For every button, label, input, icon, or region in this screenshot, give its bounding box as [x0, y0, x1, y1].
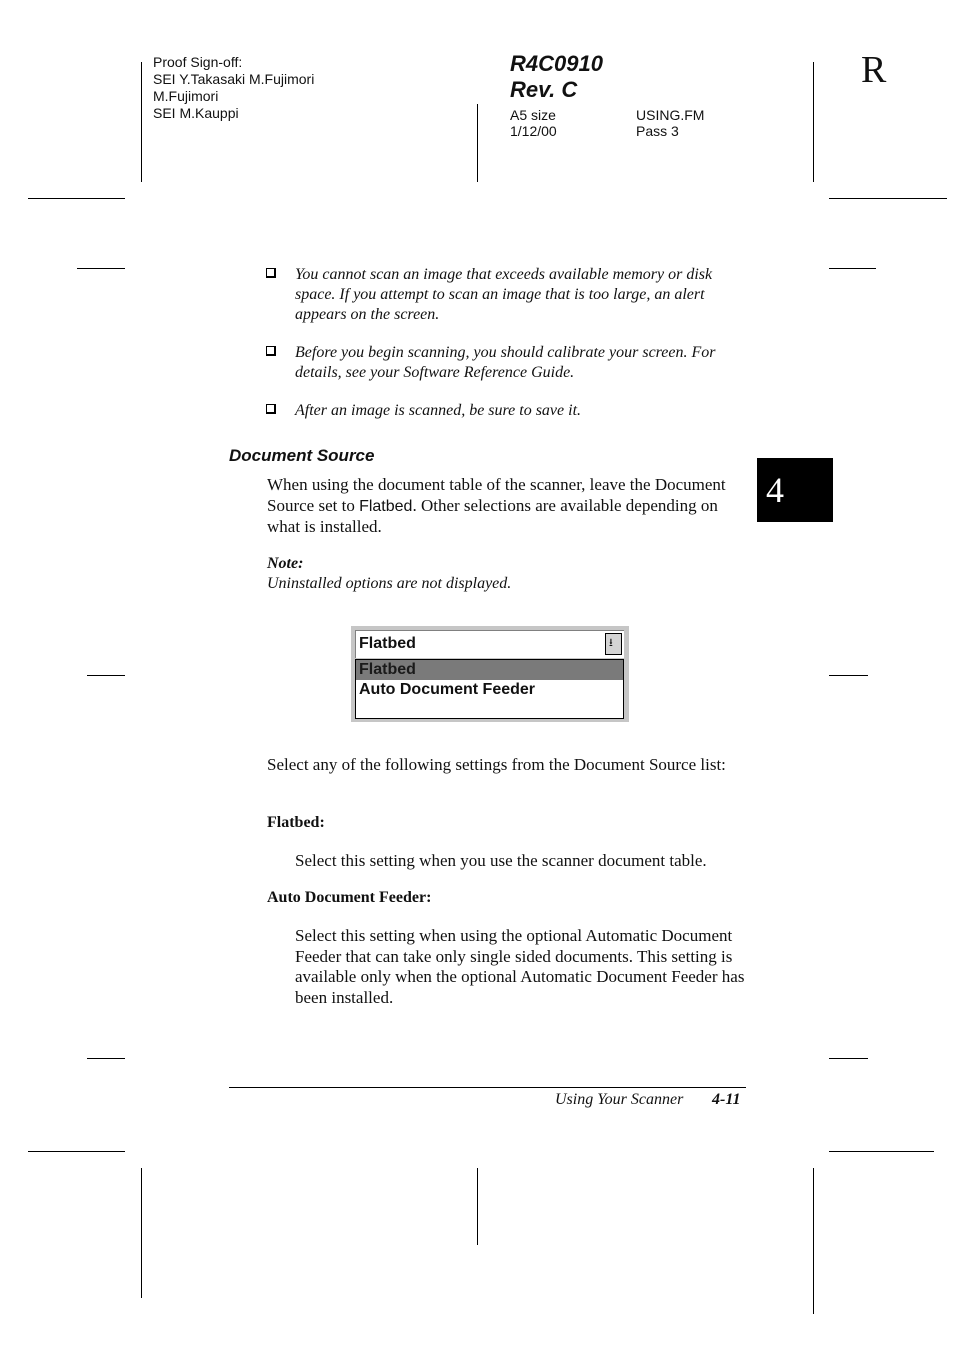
dropdown-field[interactable]	[355, 630, 624, 658]
dropdown-list	[355, 659, 624, 719]
proof-line: Proof Sign-off:	[153, 54, 243, 70]
crop-mark-h	[28, 198, 125, 199]
trim-mark-h	[829, 1058, 868, 1059]
proof-line: SEI Y.Takasaki M.Fujimori	[153, 71, 315, 87]
trim-mark-h	[829, 675, 868, 676]
doc-code-block	[510, 51, 603, 103]
trim-mark-h	[87, 1058, 125, 1059]
option-label: Flatbed	[359, 661, 416, 678]
trim-mark-h	[87, 675, 125, 676]
crop-mark-v	[813, 62, 814, 182]
crop-mark-h	[28, 1151, 125, 1152]
crop-mark-v	[813, 1168, 814, 1314]
chapter-number: 4	[766, 470, 784, 510]
bullet-text: You cannot scan an image that exceeds available memory or disk space. If you attempt to scan an image that is too large, an alert appears on the screen.	[295, 266, 713, 323]
note-text: Uninstalled options are not displayed.	[267, 575, 512, 592]
doc-date: 1/12/00	[510, 123, 557, 139]
intro-setting: Flatbed	[359, 497, 413, 515]
dropdown-option-flatbed[interactable]	[356, 660, 623, 680]
crop-mark-v	[141, 1168, 142, 1298]
trim-mark-h	[829, 268, 876, 269]
intro-text: When using the document table of the scanner, leave the Document Source set to	[267, 475, 726, 515]
arrow-down-icon: ⭳	[609, 636, 613, 649]
section-heading: Document Source	[229, 446, 375, 465]
setting-label: Auto Document Feeder:	[267, 889, 432, 906]
bullet-text: Before you begin scanning, you should calibrate your screen. For details, see your Software Reference Guide.	[295, 344, 716, 381]
corner-letter: R	[861, 49, 887, 91]
document-source-dropdown	[351, 626, 629, 722]
proof-line: SEI M.Kauppi	[153, 105, 239, 121]
note-label: Note:	[267, 555, 304, 572]
setting-description: Select this setting when you use the scanner document table.	[295, 851, 707, 870]
crop-mark-v	[477, 104, 478, 182]
proof-line: M.Fujimori	[153, 88, 219, 104]
doc-size: A5 size	[510, 107, 556, 123]
footer-rule	[229, 1087, 746, 1088]
doc-revision: Rev. C	[510, 77, 578, 102]
crop-mark-h	[829, 1151, 934, 1152]
option-label: Auto Document Feeder	[359, 681, 536, 698]
chapter-tab	[757, 458, 833, 522]
intro-text: . Other selections are available depending on what is installed.	[267, 495, 718, 536]
crop-mark-v	[477, 1168, 478, 1245]
checkbox-bullet-icon	[266, 404, 276, 414]
dropdown-value: Flatbed	[359, 635, 416, 652]
settings-intro: Select any of the following settings from the Document Source list:	[267, 755, 726, 774]
footer-title: Using Your Scanner	[555, 1091, 684, 1108]
setting-description: Select this setting when using the optional Automatic Document Feeder that can take only single sided documents. This setting is available only when the optional Automatic Document Feeder has been installed.	[295, 926, 745, 1007]
page-number: 4-11	[712, 1091, 741, 1108]
trim-mark-h	[77, 268, 125, 269]
crop-mark-v	[141, 62, 142, 182]
doc-file: USING.FM	[636, 107, 705, 123]
proof-signoff	[153, 54, 314, 122]
checkbox-bullet-icon	[266, 268, 276, 278]
bullet-text: After an image is scanned, be sure to save it.	[295, 402, 582, 419]
dropdown-option-adf[interactable]	[356, 680, 623, 700]
section-intro	[267, 475, 747, 538]
doc-pass: Pass 3	[636, 123, 679, 139]
crop-mark-h	[829, 198, 947, 199]
dropdown-button[interactable]	[605, 633, 622, 655]
doc-code: R4C0910	[510, 51, 603, 76]
setting-label: Flatbed:	[267, 814, 325, 831]
checkbox-bullet-icon	[266, 346, 276, 356]
